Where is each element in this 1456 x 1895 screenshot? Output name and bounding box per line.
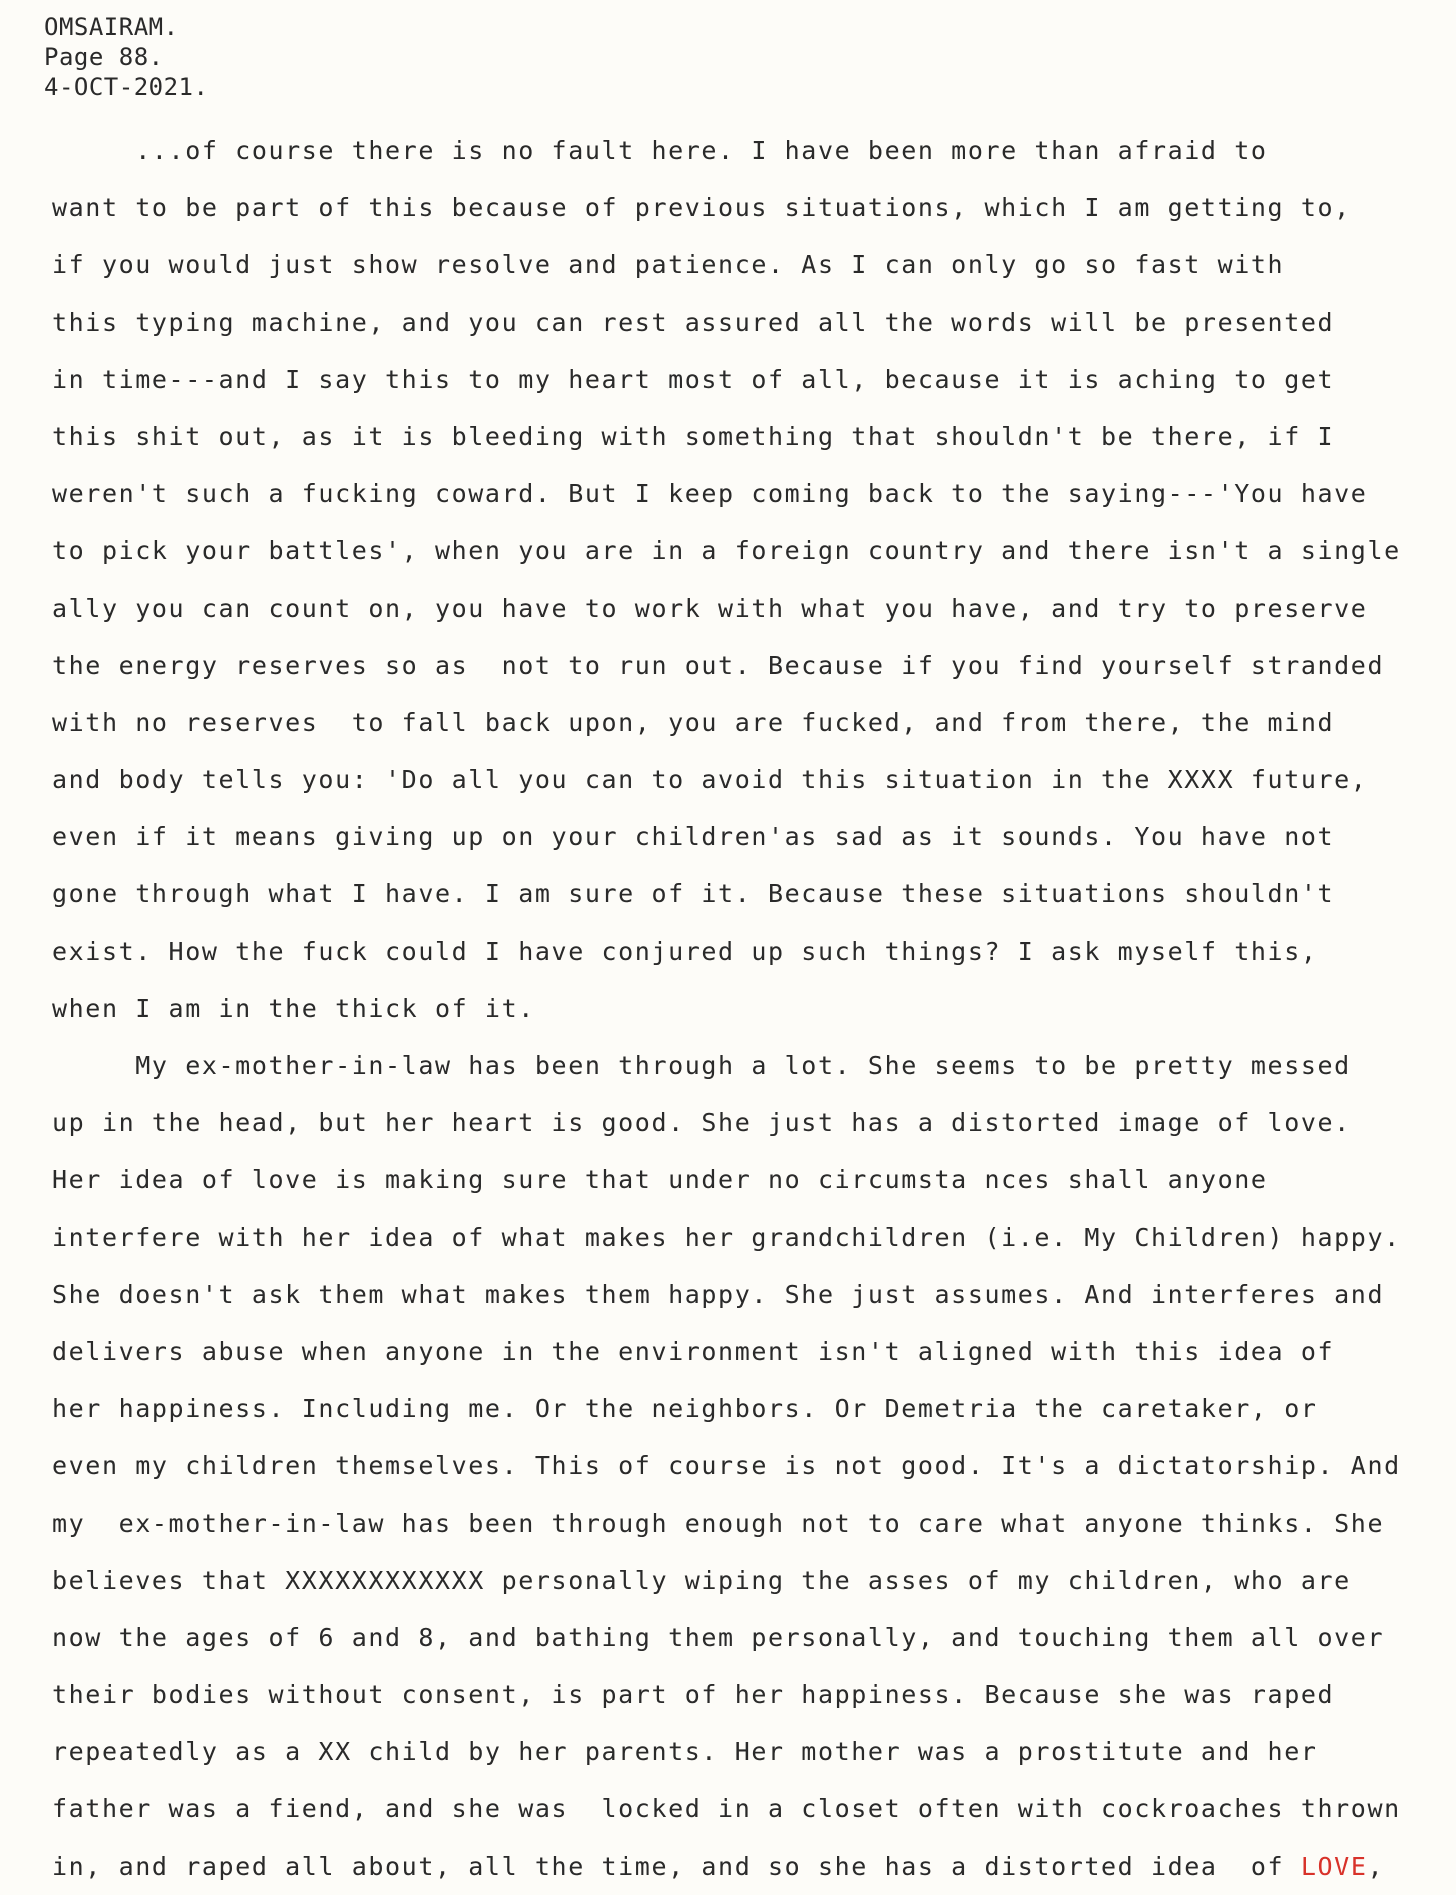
text-line: even if it means giving up on your children'as sad as it sounds. You have not <box>52 822 1335 852</box>
text-line: their bodies without consent, is part of her happiness. Because she was raped <box>52 1680 1335 1710</box>
text-segment: , <box>1367 1851 1385 1881</box>
text-line: Her idea of love is making sure that under no circumsta nces shall anyone <box>52 1165 1268 1195</box>
text-line: repeatedly as a XX child by her parents. Her mother was a prostitute and her <box>52 1737 1318 1767</box>
text-segment: in, and raped all about, all the time, and so she has a distorted idea of <box>52 1851 1301 1881</box>
text-line: ally you can count on, you have to work with what you have, and try to preserve <box>52 593 1368 623</box>
text-line: exist. How the fuck could I have conjured up such things? I ask myself this, <box>52 936 1318 966</box>
text-line: delivers abuse when anyone in the environment isn't aligned with this idea of <box>52 1336 1335 1366</box>
text-line: weren't such a fucking coward. But I keep coming back to the saying---'You have <box>52 479 1368 509</box>
text-line: her happiness. Including me. Or the neighbors. Or Demetria the caretaker, or <box>52 1394 1318 1424</box>
text-line: even my children themselves. This of course is not good. It's a dictatorship. And <box>52 1451 1401 1481</box>
header-page-number: Page 88. <box>44 43 164 71</box>
text-line-last <box>52 1838 1442 1895</box>
text-line: when I am in the thick of it. <box>52 993 535 1023</box>
text-line: my ex-mother-in-law has been through enough not to care what anyone thinks. She <box>52 1508 1385 1538</box>
text-line: this typing machine, and you can rest assured all the words will be presented <box>52 307 1335 337</box>
body-text <box>52 122 1442 1895</box>
text-line: with no reserves to fall back upon, you are fucked, and from there, the mind <box>52 707 1335 737</box>
text-line: in time---and I say this to my heart most of all, because it is aching to get <box>52 364 1335 394</box>
header-date: 4-OCT-2021. <box>44 73 209 101</box>
text-line: the energy reserves so as not to run out. Because if you find yourself stranded <box>52 650 1385 680</box>
red-emphasis-word: LOVE <box>1300 1851 1368 1881</box>
text-line: this shit out, as it is bleeding with something that shouldn't be there, if I <box>52 421 1335 451</box>
text-line: interfere with her idea of what makes her grandchildren (i.e. My Children) happy. <box>52 1222 1401 1252</box>
header-title: OMSAIRAM. <box>44 13 179 41</box>
text-line: gone through what I have. I am sure of it. Because these situations shouldn't <box>52 879 1335 909</box>
text-line: if you would just show resolve and patience. As I can only go so fast with <box>52 250 1285 280</box>
text-line: father was a fiend, and she was locked in a closet often with cockroaches thrown <box>52 1794 1401 1824</box>
text-line: My ex-mother-in-law has been through a lot. She seems to be pretty messed <box>52 1051 1351 1080</box>
text-line: believes that XXXXXXXXXXXX personally wiping the asses of my children, who are <box>52 1565 1351 1595</box>
text-line: and body tells you: 'Do all you can to avoid this situation in the XXXX future, <box>52 765 1368 795</box>
text-line: now the ages of 6 and 8, and bathing them personally, and touching them all over <box>52 1622 1385 1652</box>
text-line: ...of course there is no fault here. I have been more than afraid to <box>52 136 1268 165</box>
text-line: She doesn't ask them what makes them happy. She just assumes. And interferes and <box>52 1279 1385 1309</box>
text-line: up in the head, but her heart is good. She just has a distorted image of love. <box>52 1108 1351 1138</box>
text-line: to pick your battles', when you are in a foreign country and there isn't a single <box>52 536 1401 566</box>
page-header <box>44 12 208 102</box>
text-line: want to be part of this because of previous situations, which I am getting to, <box>52 193 1351 223</box>
